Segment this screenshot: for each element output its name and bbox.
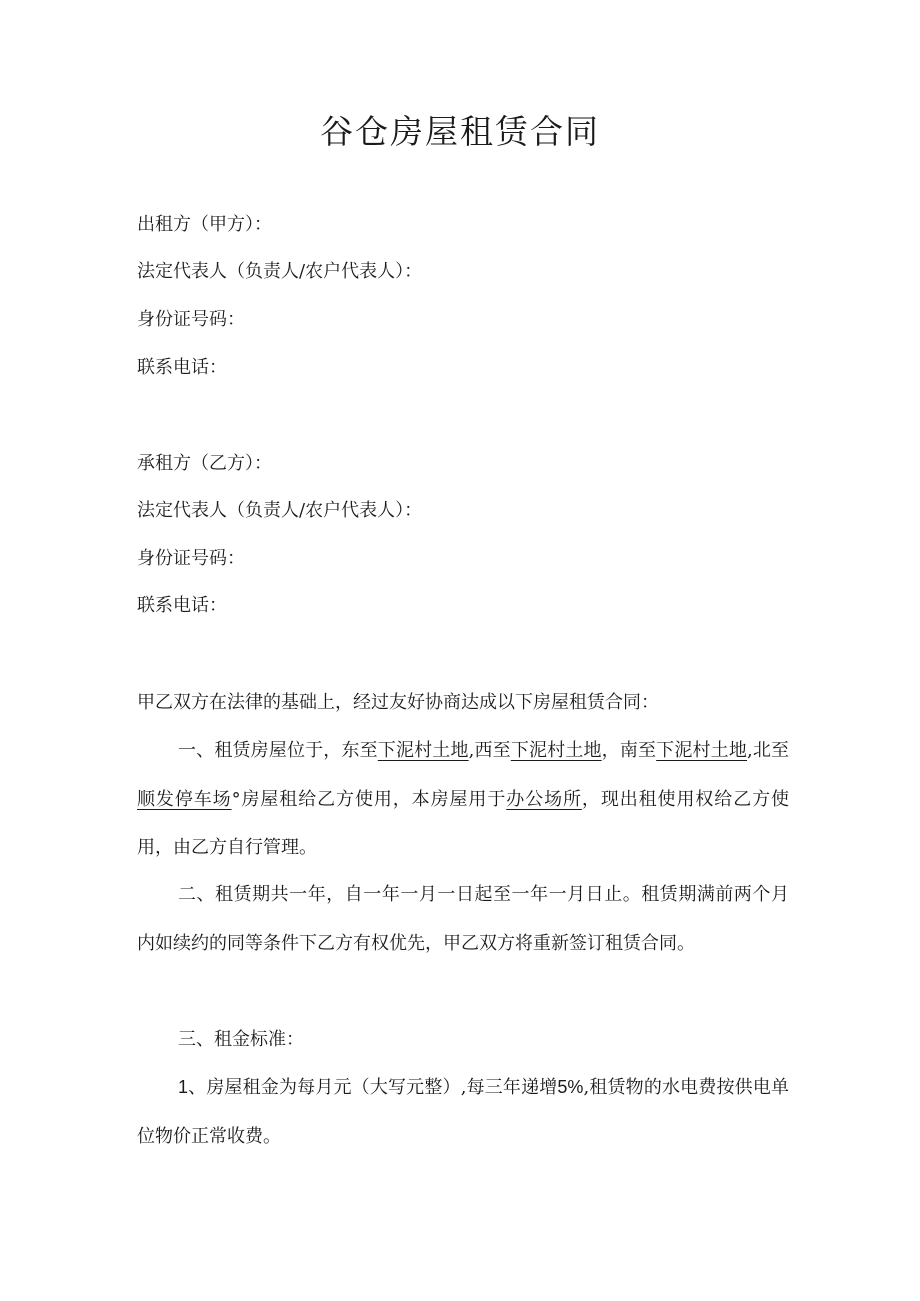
west-boundary: 下泥村土地 [510,740,602,761]
document-title: 谷仓房屋租赁合同 [320,112,600,151]
lessee-representative: 法定代表人（负责人/农户代表人）： [137,500,423,521]
usage-purpose: 办公场所 [506,788,582,810]
lessor-id-number: 身份证号码： [137,309,245,330]
item-number: 1 [178,1077,189,1097]
clause-1 [137,727,789,873]
lessor-representative: 法定代表人（负责人/农户代表人）： [137,261,423,282]
clause-2: 二、租赁期共一年，自一年一月一日起至一年一月日止。租赁期满前两个月内如续约的同等条件下乙方有权优先，甲乙双方将重新签订租赁合同。 [137,884,789,954]
lessee-id-number: 身份证号码： [137,548,245,569]
clause-1-text: ,西至 [468,740,511,761]
increase-rate: 5% [557,1077,584,1097]
lessee-phone: 联系电话： [137,595,227,616]
clause-1-text: ，现出租使用权给乙方使用，由乙方自行管理。 [137,788,790,858]
north-boundary: 顺发停车场 [137,788,232,810]
lessor-heading: 出租方（甲方）： [137,214,272,235]
lessee-heading: 承租方（乙方）： [137,453,272,474]
intro-paragraph: 甲乙双方在法律的基础上，经过友好协商达成以下房屋租赁合同： [137,692,659,713]
clause-3-1-text: 、房屋租金为每月元（大写元整） [188,1077,461,1098]
clause-1-text: °房屋租给乙方使用，本房屋用于 [231,788,507,810]
east-boundary: 下泥村土地 [377,740,469,761]
clause-1-text: ，南至 [601,740,657,761]
clause-3-1 [137,1063,789,1161]
clause-3-1-text: ,租赁物的水电费按供电单位物价正常收费。 [137,1077,789,1147]
lessor-phone: 联系电话： [137,357,227,378]
clause-1-text: ,北至 [747,740,790,761]
clause-1-text: 一、租赁房屋位于，东至 [178,740,378,761]
south-boundary: 下泥村土地 [656,740,747,761]
clause-3-1-text: ,每三年递增 [460,1077,558,1098]
clause-3: 三、租金标准： [178,1029,304,1050]
